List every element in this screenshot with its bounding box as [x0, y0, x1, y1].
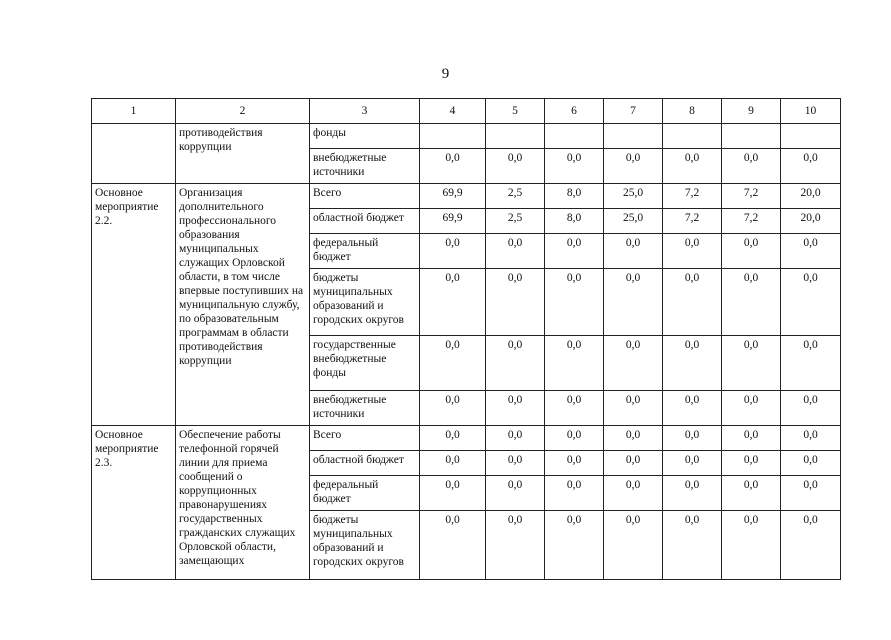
value-cell: 69,9 [420, 184, 486, 209]
event-description-cell: Обеспечение работы телефонной горячей линии для приема сообщений о коррупционных правонарушениях государственных гражданских служащих Орловской области, замещающих [176, 426, 310, 580]
value-cell [486, 124, 545, 149]
value-cell: 0,0 [420, 391, 486, 426]
value-cell: 0,0 [722, 149, 781, 184]
value-cell: 0,0 [663, 234, 722, 269]
value-cell: 0,0 [604, 269, 663, 336]
value-cell: 0,0 [663, 476, 722, 511]
value-cell: 0,0 [486, 234, 545, 269]
funding-source-cell: федеральный бюджет [310, 234, 420, 269]
value-cell: 0,0 [604, 336, 663, 391]
value-cell: 0,0 [604, 426, 663, 451]
event-code-cell [92, 124, 176, 184]
value-cell: 0,0 [545, 234, 604, 269]
table-row [92, 124, 841, 149]
value-cell [545, 124, 604, 149]
value-cell: 0,0 [545, 426, 604, 451]
header-cell: 2 [176, 99, 310, 124]
value-cell: 0,0 [420, 476, 486, 511]
funding-source-cell: бюджеты муниципальных образований и городских округов [310, 269, 420, 336]
budget-table [91, 98, 841, 580]
value-cell: 0,0 [420, 269, 486, 336]
header-cell: 8 [663, 99, 722, 124]
value-cell: 0,0 [722, 511, 781, 580]
value-cell: 25,0 [604, 209, 663, 234]
value-cell: 0,0 [545, 511, 604, 580]
value-cell: 0,0 [781, 451, 841, 476]
event-description-cell: противодействия коррупции [176, 124, 310, 184]
event-description-cell: Организация дополнительного профессионального образования муниципальных служащих Орловской области, в том числе впервые поступивших на муниципальную службу, по образовательным программам в области противодействия коррупции [176, 184, 310, 426]
event-code-cell: Основное мероприятие 2.2. [92, 184, 176, 426]
funding-source-cell: внебюджетные источники [310, 391, 420, 426]
value-cell [420, 124, 486, 149]
value-cell: 0,0 [781, 391, 841, 426]
value-cell [663, 124, 722, 149]
value-cell: 0,0 [545, 391, 604, 426]
value-cell: 0,0 [604, 511, 663, 580]
value-cell: 7,2 [663, 209, 722, 234]
value-cell: 0,0 [545, 451, 604, 476]
value-cell: 0,0 [722, 234, 781, 269]
funding-source-cell: областной бюджет [310, 451, 420, 476]
value-cell: 0,0 [486, 336, 545, 391]
value-cell: 69,9 [420, 209, 486, 234]
funding-source-cell: государственные внебюджетные фонды [310, 336, 420, 391]
table-row [92, 426, 841, 451]
value-cell: 0,0 [781, 269, 841, 336]
value-cell: 0,0 [486, 511, 545, 580]
value-cell [604, 124, 663, 149]
value-cell: 0,0 [545, 269, 604, 336]
value-cell: 0,0 [604, 476, 663, 511]
value-cell: 0,0 [663, 511, 722, 580]
value-cell: 2,5 [486, 209, 545, 234]
value-cell: 0,0 [486, 269, 545, 336]
value-cell: 0,0 [663, 269, 722, 336]
value-cell: 8,0 [545, 184, 604, 209]
value-cell: 0,0 [604, 149, 663, 184]
value-cell: 0,0 [781, 234, 841, 269]
header-cell: 3 [310, 99, 420, 124]
header-cell: 4 [420, 99, 486, 124]
funding-source-cell: внебюджетные источники [310, 149, 420, 184]
value-cell: 0,0 [545, 476, 604, 511]
funding-source-cell: Всего [310, 184, 420, 209]
page-number: 9 [441, 66, 450, 82]
value-cell: 0,0 [722, 476, 781, 511]
value-cell: 0,0 [420, 149, 486, 184]
value-cell: 20,0 [781, 209, 841, 234]
value-cell: 0,0 [545, 336, 604, 391]
value-cell: 0,0 [486, 476, 545, 511]
value-cell: 0,0 [545, 149, 604, 184]
value-cell: 0,0 [781, 511, 841, 580]
value-cell [781, 124, 841, 149]
value-cell: 7,2 [722, 184, 781, 209]
funding-source-cell: федеральный бюджет [310, 476, 420, 511]
value-cell: 0,0 [604, 234, 663, 269]
value-cell: 7,2 [722, 209, 781, 234]
value-cell: 0,0 [420, 234, 486, 269]
value-cell: 0,0 [663, 451, 722, 476]
value-cell: 20,0 [781, 184, 841, 209]
value-cell: 0,0 [604, 391, 663, 426]
header-cell: 7 [604, 99, 663, 124]
header-cell: 9 [722, 99, 781, 124]
funding-source-cell: бюджеты муниципальных образований и городских округов [310, 511, 420, 580]
value-cell: 0,0 [420, 511, 486, 580]
value-cell: 8,0 [545, 209, 604, 234]
event-code-cell: Основное мероприятие 2.3. [92, 426, 176, 580]
value-cell: 25,0 [604, 184, 663, 209]
value-cell: 0,0 [722, 451, 781, 476]
value-cell: 2,5 [486, 184, 545, 209]
value-cell: 0,0 [663, 336, 722, 391]
funding-source-cell: областной бюджет [310, 209, 420, 234]
header-row [92, 99, 841, 124]
value-cell: 0,0 [420, 451, 486, 476]
header-cell: 6 [545, 99, 604, 124]
value-cell: 0,0 [722, 269, 781, 336]
funding-source-cell: фонды [310, 124, 420, 149]
value-cell: 0,0 [486, 426, 545, 451]
value-cell: 0,0 [663, 426, 722, 451]
value-cell [722, 124, 781, 149]
value-cell: 0,0 [604, 451, 663, 476]
header-cell: 1 [92, 99, 176, 124]
value-cell: 0,0 [722, 426, 781, 451]
header-cell: 10 [781, 99, 841, 124]
value-cell: 0,0 [486, 391, 545, 426]
header-cell: 5 [486, 99, 545, 124]
value-cell: 0,0 [781, 149, 841, 184]
value-cell: 0,0 [486, 451, 545, 476]
value-cell: 0,0 [722, 391, 781, 426]
value-cell: 0,0 [663, 391, 722, 426]
funding-source-cell: Всего [310, 426, 420, 451]
value-cell: 0,0 [486, 149, 545, 184]
value-cell: 0,0 [781, 476, 841, 511]
value-cell: 0,0 [420, 336, 486, 391]
table-row [92, 184, 841, 209]
value-cell: 0,0 [420, 426, 486, 451]
value-cell: 0,0 [722, 336, 781, 391]
value-cell: 7,2 [663, 184, 722, 209]
value-cell: 0,0 [781, 426, 841, 451]
value-cell: 0,0 [663, 149, 722, 184]
value-cell: 0,0 [781, 336, 841, 391]
